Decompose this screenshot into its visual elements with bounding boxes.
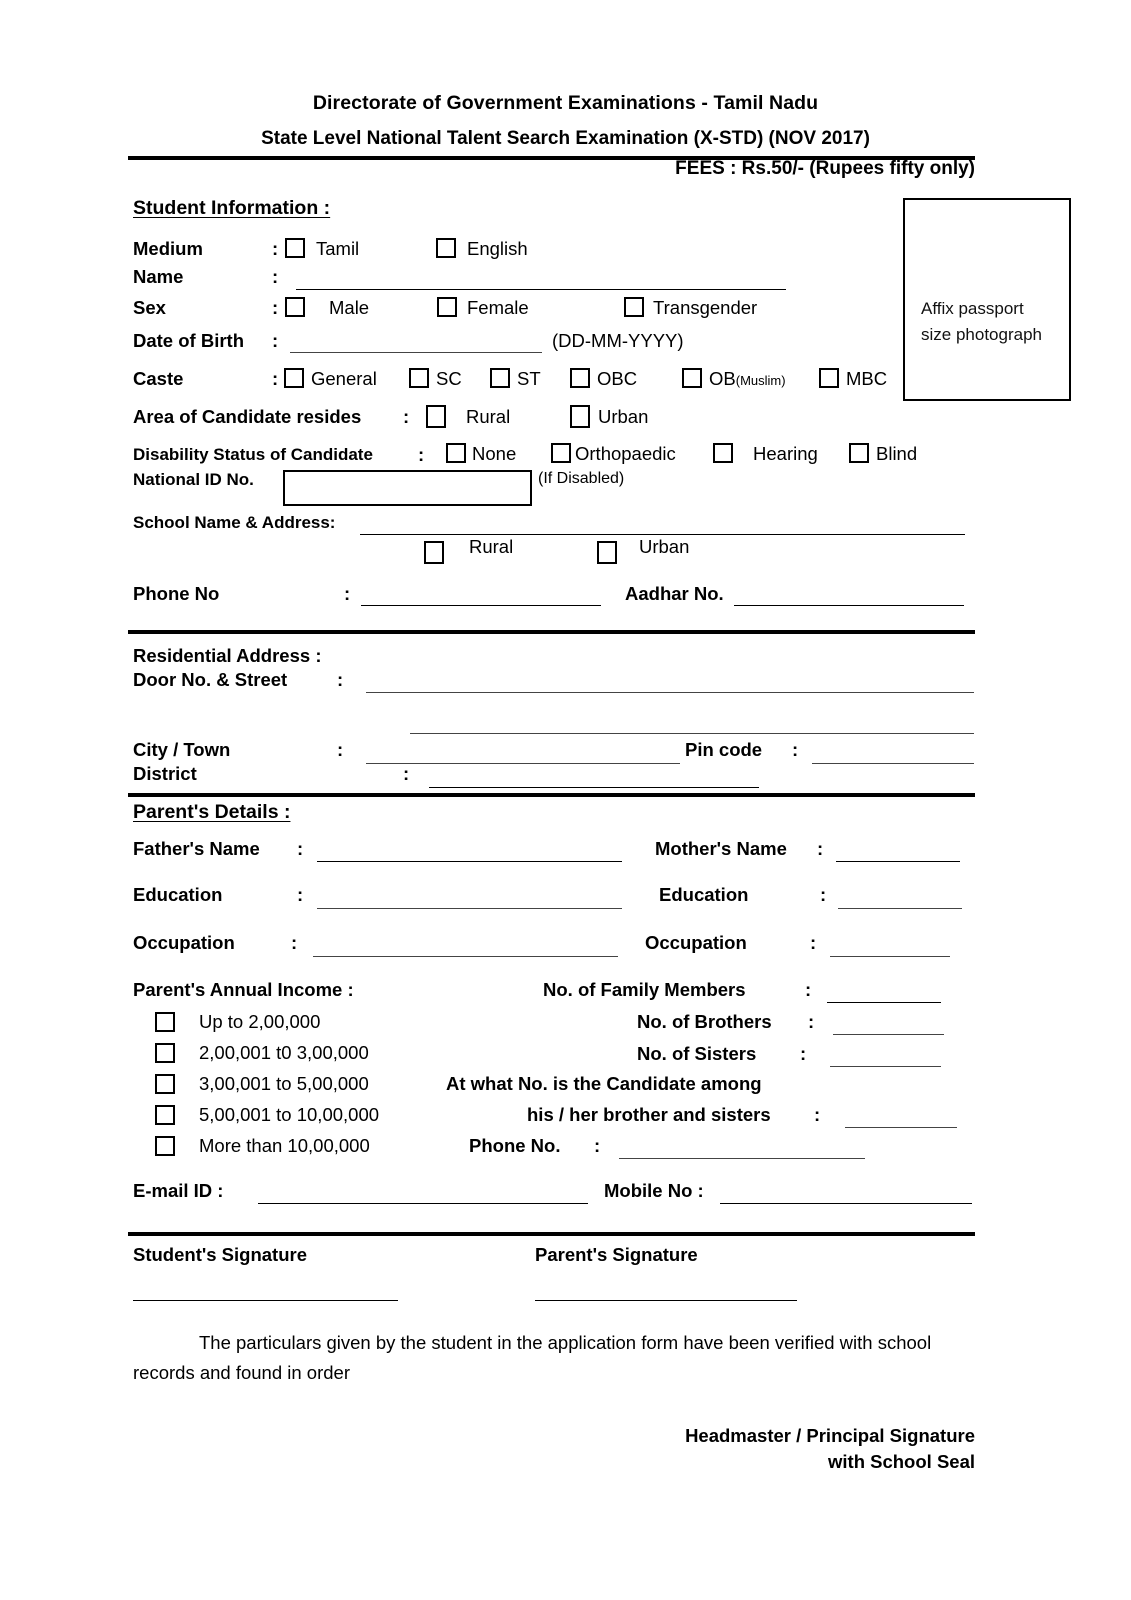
district-label: District	[133, 763, 197, 784]
caste-sc-checkbox[interactable]	[409, 368, 429, 388]
declaration-line-2: school records and found in order	[133, 1332, 932, 1383]
student-information-heading: Student Information :	[133, 197, 331, 219]
area-of-residence-label: Area of Candidate resides	[133, 406, 362, 427]
sisters-input-line[interactable]	[830, 1066, 941, 1067]
caste-colon: :	[272, 368, 279, 389]
aadhar-input-line[interactable]	[734, 605, 964, 606]
sex-female-label: Female	[467, 297, 529, 318]
declaration-line-1: The particulars given by the student in the application form have been verified with	[199, 1332, 873, 1353]
income-option-3-checkbox[interactable]	[155, 1074, 175, 1094]
disability-hearing-checkbox[interactable]	[713, 443, 733, 463]
medium-tamil-checkbox[interactable]	[285, 238, 305, 258]
caste-ob-muslim-checkbox[interactable]	[682, 368, 702, 388]
father-occupation-input-line[interactable]	[313, 956, 618, 957]
income-option-5-checkbox[interactable]	[155, 1136, 175, 1156]
family-members-colon: :	[805, 979, 812, 1000]
disability-status-colon: :	[418, 444, 425, 465]
school-name-address-input-line[interactable]	[360, 534, 965, 535]
name-input-line[interactable]	[296, 289, 786, 290]
caste-mbc-checkbox[interactable]	[819, 368, 839, 388]
photo-text-line1: Affix passport	[921, 299, 1024, 318]
date-of-birth-input-line[interactable]	[290, 352, 542, 353]
caste-label: Caste	[133, 368, 184, 389]
name-colon: :	[272, 266, 279, 287]
photo-placeholder-text	[921, 296, 1042, 348]
mother-name-label: Mother's Name	[655, 838, 787, 859]
student-phone-colon: :	[344, 583, 351, 604]
area-urban-checkbox[interactable]	[570, 405, 590, 428]
verification-declaration	[133, 1328, 963, 1388]
brothers-input-line[interactable]	[833, 1034, 944, 1035]
caste-general-label: General	[311, 368, 377, 389]
photo-placeholder-box[interactable]	[903, 198, 1071, 401]
parent-phone-input-line[interactable]	[619, 1158, 865, 1159]
page-title: Directorate of Government Examinations - Tamil Nadu	[312, 92, 819, 114]
school-rural-checkbox[interactable]	[424, 541, 444, 564]
disability-blind-label: Blind	[876, 443, 918, 464]
door-street-input-line-2[interactable]	[410, 733, 974, 734]
parent-section-divider	[128, 793, 975, 797]
door-street-label: Door No. & Street	[133, 669, 288, 690]
caste-ob-muslim-label	[709, 368, 786, 390]
father-education-label: Education	[133, 884, 223, 905]
city-town-colon: :	[337, 739, 344, 760]
brothers-colon: :	[808, 1011, 815, 1032]
caste-ob-suffix: (Muslim)	[735, 373, 786, 388]
income-option-4-label: 5,00,001 to 10,00,000	[199, 1104, 380, 1125]
parent-signature-line[interactable]	[535, 1300, 797, 1301]
area-rural-label: Rural	[466, 406, 511, 427]
father-education-colon: :	[297, 884, 304, 905]
mobile-input-line[interactable]	[720, 1203, 972, 1204]
city-town-input-line[interactable]	[366, 763, 680, 764]
pincode-input-line[interactable]	[812, 763, 974, 764]
email-label: E-mail ID :	[133, 1180, 224, 1201]
sex-male-checkbox[interactable]	[285, 297, 305, 317]
student-phone-input-line[interactable]	[361, 605, 601, 606]
date-of-birth-colon: :	[272, 330, 279, 351]
sex-female-checkbox[interactable]	[437, 297, 457, 317]
caste-sc-label: SC	[436, 368, 462, 389]
father-name-input-line[interactable]	[317, 861, 622, 862]
birth-order-line-2: his / her brother and sisters	[527, 1104, 771, 1125]
parent-income-label: Parent's Annual Income :	[133, 979, 354, 1000]
area-rural-checkbox[interactable]	[426, 405, 446, 428]
parent-signature-label: Parent's Signature	[535, 1244, 698, 1265]
area-urban-label: Urban	[598, 406, 649, 427]
fees-label: FEES : Rs.50/- (Rupees fifty only)	[675, 158, 975, 179]
student-signature-line[interactable]	[133, 1300, 398, 1301]
pincode-colon: :	[792, 739, 799, 760]
disability-none-checkbox[interactable]	[446, 443, 466, 463]
sex-transgender-label: Transgender	[653, 297, 758, 318]
national-id-input-box[interactable]	[283, 470, 532, 506]
birth-order-colon: :	[814, 1104, 821, 1125]
school-urban-label: Urban	[639, 536, 690, 557]
national-id-label: National ID No.	[133, 470, 254, 489]
photo-text-line2: size photograph	[921, 325, 1042, 344]
sex-colon: :	[272, 297, 279, 318]
email-input-line[interactable]	[258, 1203, 588, 1204]
sisters-label: No. of Sisters	[637, 1043, 757, 1064]
school-rural-label: Rural	[469, 536, 514, 557]
door-street-colon: :	[337, 669, 344, 690]
parent-phone-label: Phone No.	[469, 1135, 561, 1156]
mother-occupation-colon: :	[810, 932, 817, 953]
medium-english-checkbox[interactable]	[436, 238, 456, 258]
family-members-input-line[interactable]	[827, 1002, 941, 1003]
school-name-address-label: School Name & Address:	[133, 513, 336, 532]
residential-address-heading: Residential Address :	[133, 645, 322, 666]
medium-label: Medium	[133, 238, 203, 259]
student-signature-label: Student's Signature	[133, 1244, 307, 1265]
birth-order-line-1: At what No. is the Candidate among	[446, 1073, 762, 1094]
birth-order-input-line[interactable]	[845, 1127, 957, 1128]
disability-status-label: Disability Status of Candidate	[133, 445, 373, 464]
disability-blind-checkbox[interactable]	[849, 443, 869, 463]
pincode-label: Pin code	[685, 739, 763, 760]
mother-education-label: Education	[659, 884, 749, 905]
mother-education-input-line[interactable]	[838, 908, 962, 909]
income-option-2-label: 2,00,001 t0 3,00,000	[199, 1042, 369, 1063]
caste-general-checkbox[interactable]	[284, 368, 304, 388]
father-name-colon: :	[297, 838, 304, 859]
medium-tamil-label: Tamil	[316, 238, 360, 259]
income-option-3-label: 3,00,001 to 5,00,000	[199, 1073, 369, 1094]
medium-english-label: English	[467, 238, 528, 259]
father-occupation-label: Occupation	[133, 932, 235, 953]
page-subtitle: State Level National Talent Search Examination (X-STD) (NOV 2017)	[261, 128, 870, 149]
mother-name-colon: :	[817, 838, 824, 859]
disability-none-label: None	[472, 443, 517, 464]
sex-male-label: Male	[329, 297, 370, 318]
disability-orthopaedic-label: Orthopaedic	[575, 443, 676, 464]
income-option-4-checkbox[interactable]	[155, 1105, 175, 1125]
national-id-hint: (If Disabled)	[538, 470, 625, 487]
caste-st-checkbox[interactable]	[490, 368, 510, 388]
name-label: Name	[133, 266, 184, 287]
caste-obc-checkbox[interactable]	[570, 368, 590, 388]
mother-occupation-input-line[interactable]	[830, 956, 950, 957]
headmaster-signature-block	[560, 1423, 975, 1475]
sex-transgender-checkbox[interactable]	[624, 297, 644, 317]
district-colon: :	[403, 763, 410, 784]
income-option-2-checkbox[interactable]	[155, 1043, 175, 1063]
mother-name-input-line[interactable]	[836, 861, 960, 862]
caste-ob-text: OB	[709, 368, 736, 389]
area-of-residence-colon: :	[403, 406, 410, 427]
mobile-label: Mobile No :	[604, 1180, 704, 1201]
aadhar-label: Aadhar No.	[625, 583, 724, 604]
city-town-label: City / Town	[133, 739, 231, 760]
sex-label: Sex	[133, 297, 166, 318]
date-of-birth-label: Date of Birth	[133, 330, 244, 351]
disability-hearing-label: Hearing	[753, 443, 818, 464]
student-phone-label: Phone No	[133, 583, 220, 604]
school-urban-checkbox[interactable]	[597, 541, 617, 564]
headmaster-signature-line-1: Headmaster / Principal Signature	[685, 1425, 975, 1446]
residential-section-divider	[128, 630, 975, 634]
caste-st-label: ST	[517, 368, 541, 389]
disability-orthopaedic-checkbox[interactable]	[551, 443, 571, 463]
door-street-input-line-1[interactable]	[366, 692, 974, 693]
family-members-label: No. of Family Members	[543, 979, 746, 1000]
caste-obc-label: OBC	[597, 368, 638, 389]
income-option-1-checkbox[interactable]	[155, 1012, 175, 1032]
mother-occupation-label: Occupation	[645, 932, 747, 953]
income-option-5-label: More than 10,00,000	[199, 1135, 370, 1156]
headmaster-signature-line-2: with School Seal	[828, 1451, 975, 1472]
parent-phone-colon: :	[594, 1135, 601, 1156]
parent-details-heading: Parent's Details :	[133, 801, 291, 823]
caste-mbc-label: MBC	[846, 368, 888, 389]
father-occupation-colon: :	[291, 932, 298, 953]
medium-colon: :	[272, 238, 279, 259]
mother-education-colon: :	[820, 884, 827, 905]
father-name-label: Father's Name	[133, 838, 260, 859]
district-input-line[interactable]	[429, 787, 759, 788]
sisters-colon: :	[800, 1043, 807, 1064]
father-education-input-line[interactable]	[317, 908, 622, 909]
income-option-1-label: Up to 2,00,000	[199, 1011, 321, 1032]
brothers-label: No. of Brothers	[637, 1011, 772, 1032]
footer-section-divider	[128, 1232, 975, 1236]
date-of-birth-format-hint: (DD-MM-YYYY)	[552, 330, 684, 351]
